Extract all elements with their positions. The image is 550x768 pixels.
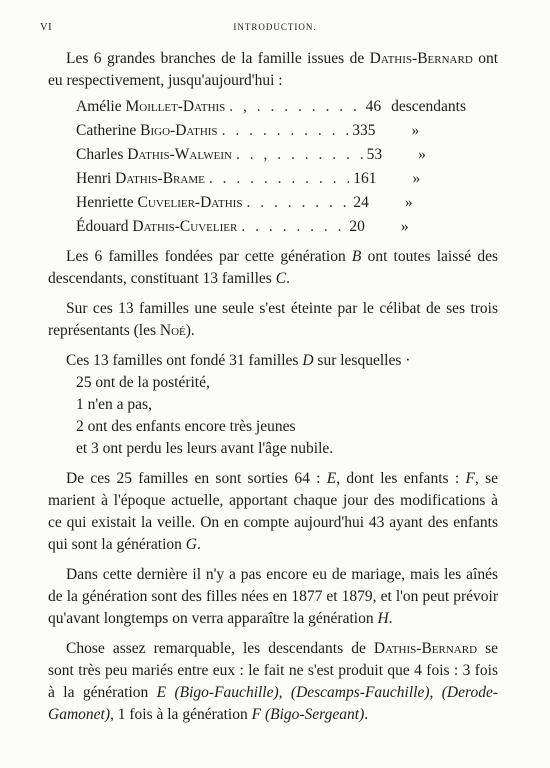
list-item: Henriette Cuvelier-Dathis . . . . . . . . 24 » — [76, 192, 466, 216]
leader-dots: . . , . . . . . . . — [235, 146, 367, 163]
list-item: Charles Dathis-Walwein . . , . . . . . . . 53 » — [76, 144, 466, 168]
list-item: Catherine Bigo-Dathis . . . . . . . . . . 335 » — [76, 120, 466, 144]
paragraph-extinct-family: Sur ces 13 familles une seule s'est éteinte par le célibat de ses trois représentants (les Noé). — [48, 300, 498, 339]
ditto-mark: » — [400, 218, 409, 235]
descendant-count: 46 — [365, 98, 382, 115]
sub-item: 25 ont de la postérité, — [76, 374, 210, 391]
ditto-mark: » — [404, 194, 413, 211]
leader-dots: . . . . . . . . . . . — [208, 170, 354, 187]
leader-dots: . . . . . . . . — [246, 194, 350, 211]
family-name: Dathis-Bernard — [369, 50, 473, 67]
running-head — [0, 22, 550, 38]
page-body — [48, 48, 498, 726]
list-item: Édouard Dathis-Cuvelier . . . . . . . . 20 » — [76, 216, 466, 240]
running-title: INTRODUCTION. — [233, 22, 317, 32]
descendant-count: 161 — [353, 170, 377, 187]
paragraph-branches-intro: Les 6 grandes branches de la famille issues de Dathis-Bernard ont eu respectivement, jusqu'aujourd'hui : — [48, 50, 499, 89]
leader-dots: . , . . . . . . . . — [229, 98, 360, 115]
descendant-count: 24 — [353, 194, 369, 211]
unit-label: descendants — [391, 98, 466, 115]
paragraph-generation-h: Dans cette dernière il n'y a pas encore eu de mariage, mais les aînés de la génération sont des filles nées en 1877 et 1879, et l'on peut prévoir qu'avant longtemps on verra apparaître la génération H. — [48, 566, 498, 627]
paragraph-intermarriage: Chose assez remarquable, les descendants de Dathis-Bernard se sont très peu mariés entre eux : le fait ne s'est produit que 4 fois : 3 fois à la génération E (Bigo-Fauchille), (Descamps-Fauchille), (Derode-Gamonet), 1 fois à la génération F (Bigo-Sergeant). — [48, 640, 499, 723]
paragraph-generation-b: Les 6 familles fondées par cette génération B ont toutes laissé des descendants, constituant 13 familles C. — [48, 248, 499, 287]
sub-item: 1 n'en a pas, — [76, 396, 152, 413]
descendant-count: 20 — [349, 218, 365, 235]
ditto-mark: » — [412, 170, 421, 187]
descendant-count: 53 — [366, 146, 383, 163]
ditto-mark: » — [418, 146, 426, 163]
paragraph-generation-d: Ces 13 familles ont fondé 31 familles D sur lesquelles · — [66, 352, 411, 369]
sub-item: et 3 ont perdu les leurs avant l'âge nubile. — [76, 440, 334, 457]
leader-dots: . . . . . . . . . . — [221, 122, 353, 139]
ditto-mark: » — [411, 122, 420, 139]
list-item: Henri Dathis-Brame . . . . . . . . . . . 161 » — [76, 168, 466, 192]
page-folio: VI — [40, 22, 53, 33]
paragraph-generation-e: De ces 25 familles en sont sorties 64 : E, dont les enfants : F, se marient à l'époque actuelle, apportant chaque jour des modifications à ce qui existait la veille. On en compte aujourd'hui 43 ayant des enfants qui sont la génération G. — [48, 470, 499, 553]
branch-list — [76, 96, 466, 240]
leader-dots: . . . . . . . . — [241, 218, 345, 235]
list-item: Amélie Moillet-Dathis . , . . . . . . . . 46 descendants — [76, 96, 466, 120]
descendant-count: 335 — [352, 122, 376, 139]
sub-item: 2 ont des enfants encore très jeunes — [76, 418, 296, 435]
